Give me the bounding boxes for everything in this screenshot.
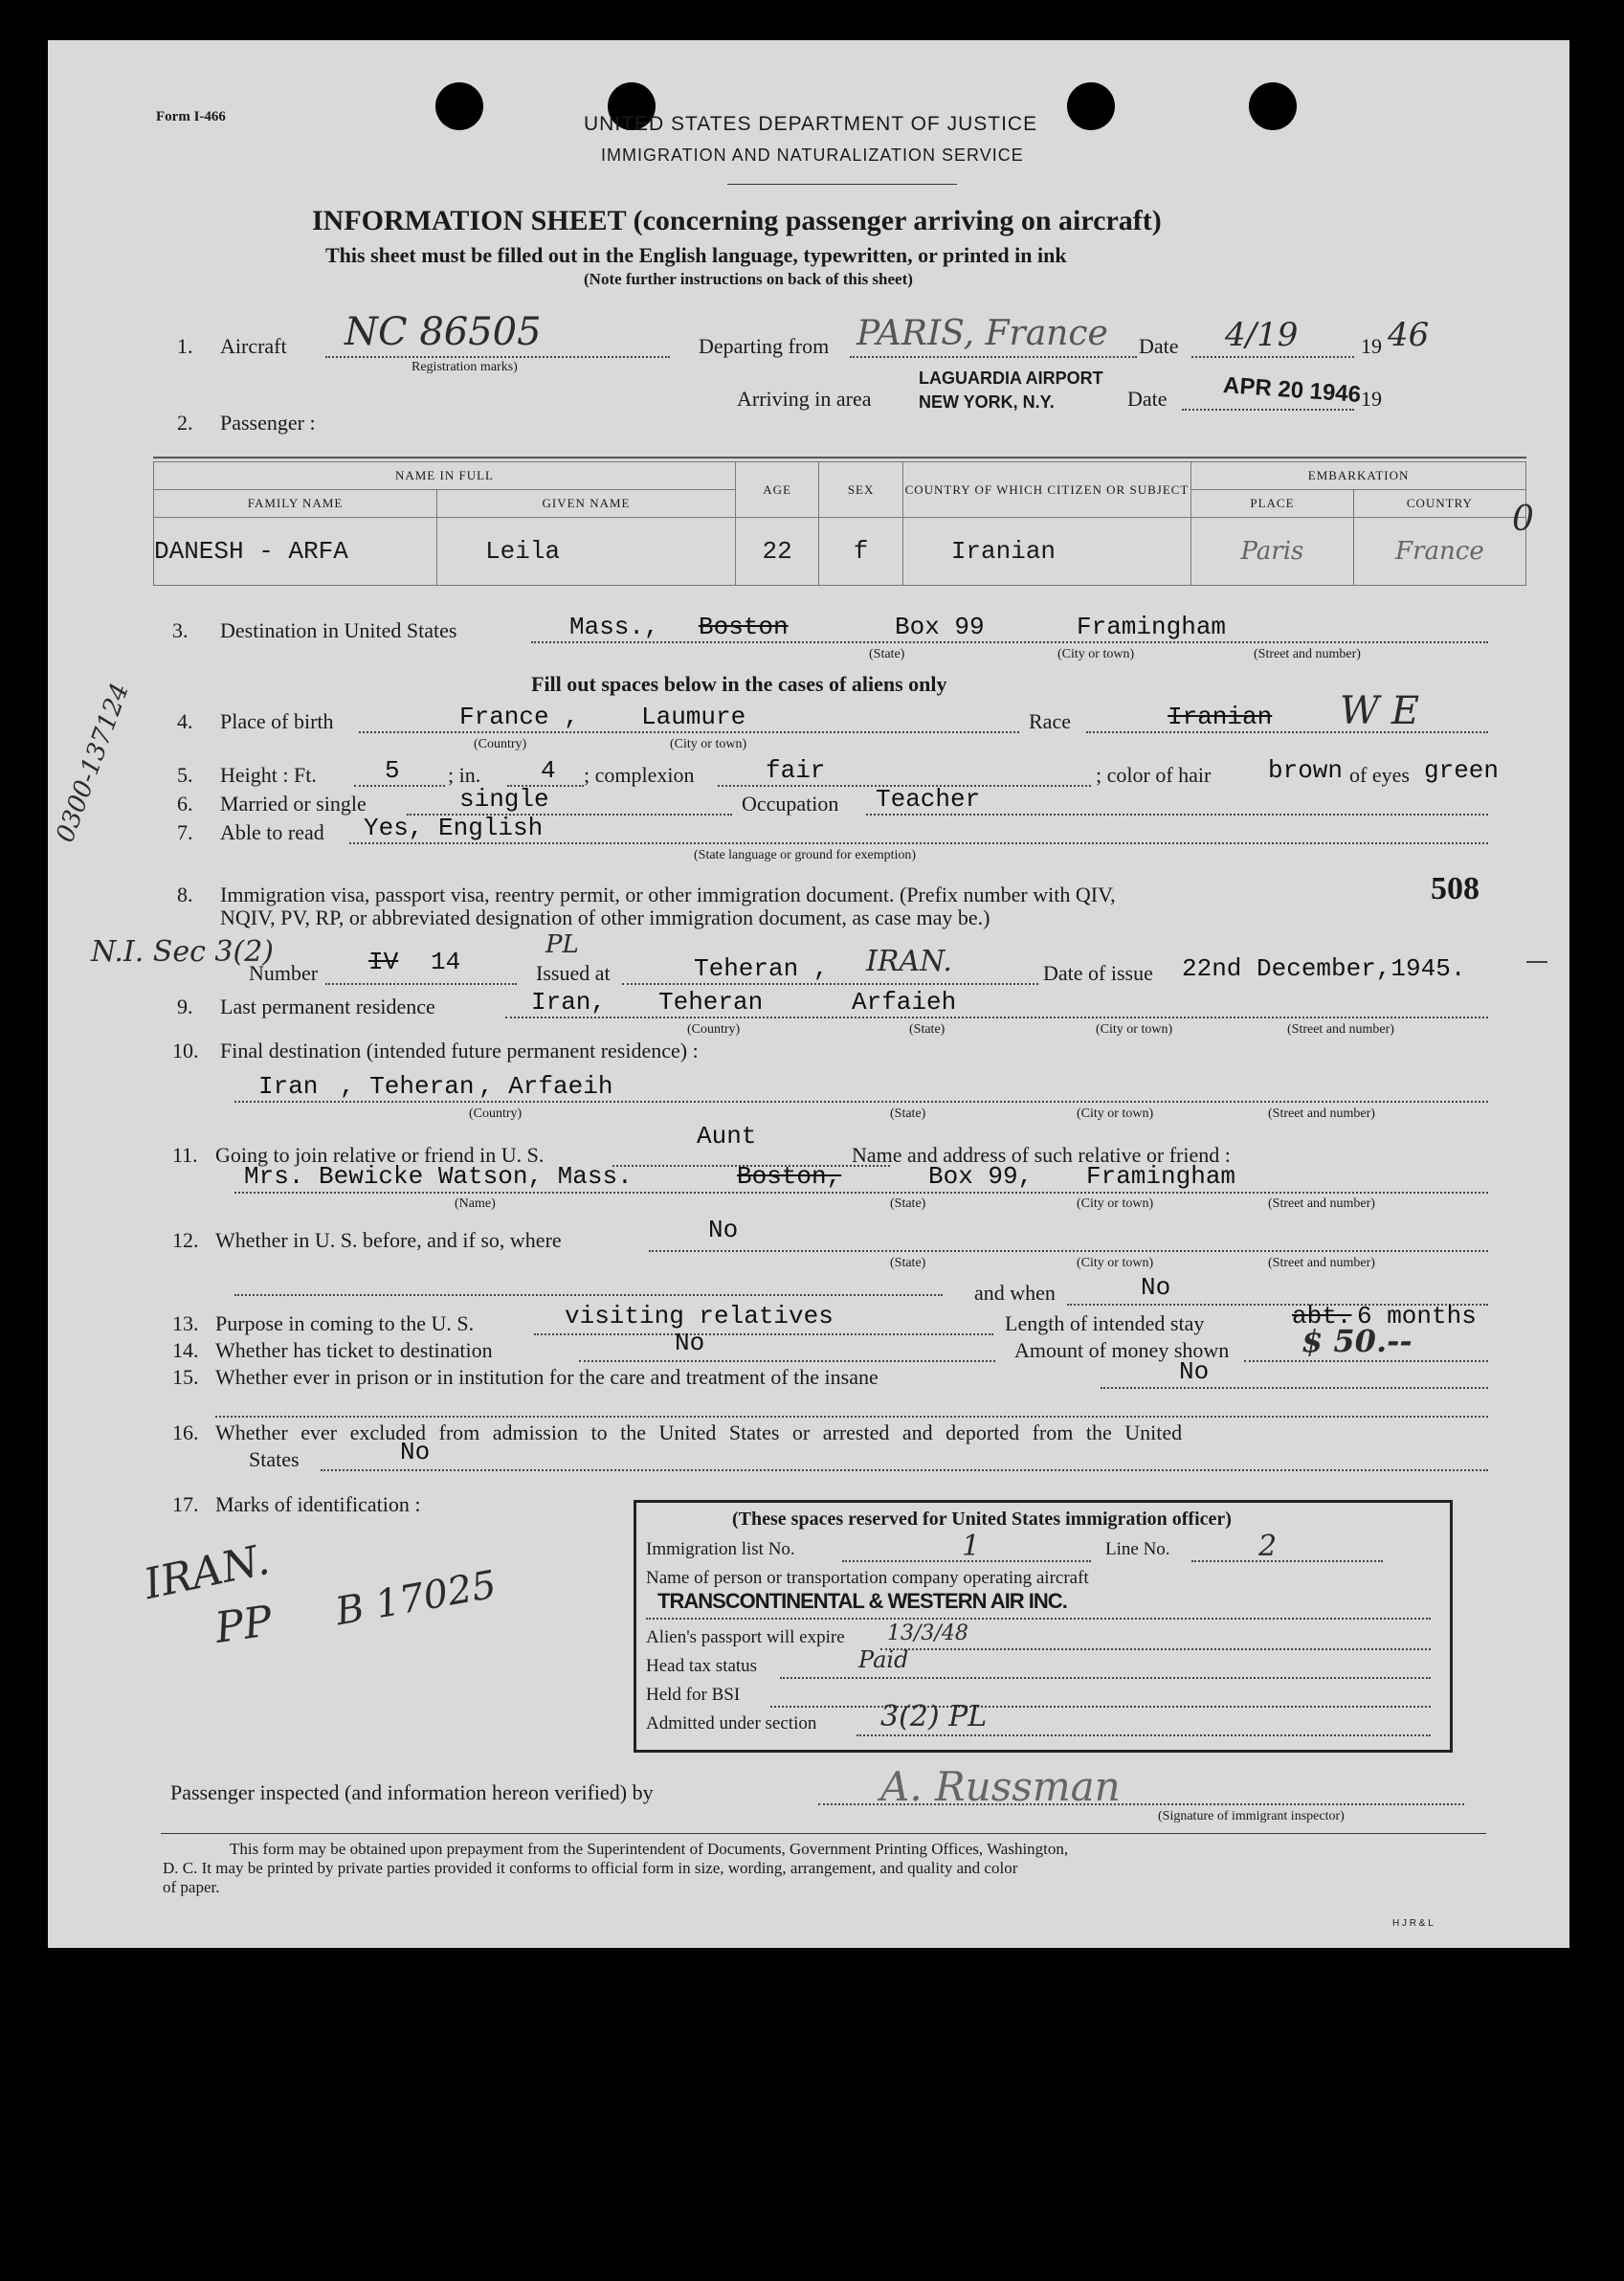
sex-header: SEX (819, 462, 902, 518)
inspector-signature: A. Russman (880, 1763, 1121, 1810)
list-value: 1 (962, 1530, 981, 1563)
passenger-label: Passenger : (220, 411, 316, 435)
marks-hand-2: PP (211, 1597, 276, 1653)
when-label: and when (974, 1281, 1056, 1305)
line-number: 3. (172, 618, 189, 642)
issue-date-value: 22nd December,1945. (1182, 954, 1466, 983)
marks-label: Marks of identification : (215, 1492, 421, 1516)
friend-street: Box 99, (928, 1162, 1034, 1191)
destination-state: Mass., (569, 613, 659, 641)
line-no-label: Line No. (1105, 1539, 1170, 1559)
header-rule (727, 184, 957, 185)
table-row (154, 518, 1526, 586)
line-number: 2. (177, 411, 193, 435)
caption-street: (Street and number) (1287, 1022, 1394, 1037)
year-prefix: 19 (1361, 334, 1382, 358)
issued-value: Teheran , (694, 954, 829, 983)
given-name-cell: Leila (437, 518, 736, 586)
height-in: 4 (541, 756, 556, 785)
country-header: COUNTRY (1353, 490, 1525, 518)
passport-value: 13/3/48 (887, 1621, 968, 1645)
line-number: 16. (172, 1420, 199, 1444)
visa-text-1: Immigration visa, passport visa, reentry permit, or other immigration document. (Prefix number with QIV, (220, 883, 1116, 906)
complexion-label: ; complexion (584, 763, 695, 787)
ticket-value: No (675, 1329, 705, 1357)
line-number: 14. (172, 1338, 199, 1362)
caption-city: (City or town) (1077, 1107, 1154, 1121)
sex-cell: f (819, 518, 902, 586)
final-country: Iran (258, 1072, 319, 1101)
departing-label: Departing from (699, 334, 830, 358)
inspection-label: Passenger inspected (and information hereon verified) by (170, 1780, 654, 1804)
margin-vertical-number: 0300-137124 (51, 680, 135, 846)
caption-city: (City or town) (1096, 1022, 1173, 1037)
line-number: 11. (172, 1143, 198, 1167)
caption-state: (State) (909, 1022, 945, 1037)
friend-name: Mrs. Bewicke Watson, Mass. (244, 1162, 633, 1191)
line-number: 4. (177, 709, 193, 733)
caption-city: (City or town) (670, 737, 747, 751)
country-cell: France (1353, 518, 1525, 586)
line-number: 9. (177, 995, 193, 1018)
footer-text-3: of paper. (163, 1878, 220, 1896)
hair-label: ; color of hair (1096, 763, 1212, 787)
when-value: No (1141, 1273, 1171, 1302)
read-caption: (State language or ground for exemption) (694, 848, 917, 862)
destination-label: Destination in United States (220, 618, 457, 642)
read-label: Able to read (220, 820, 324, 844)
date-label: Date (1139, 334, 1179, 358)
residence-country: Iran, (531, 988, 607, 1017)
residence-label: Last permanent residence (220, 995, 435, 1018)
caption-name: (Name) (455, 1196, 496, 1211)
destination-city: Framingham (1077, 613, 1227, 641)
arriving-value-1: LAGUARDIA AIRPORT (919, 369, 1103, 388)
caption-street: (Street and number) (1268, 1256, 1375, 1270)
line-number: 12. (172, 1228, 199, 1252)
form-sheet (48, 40, 1569, 1948)
hair-value: brown (1268, 756, 1344, 785)
height-ft-label: Height : Ft. (220, 763, 317, 787)
operator-value: TRANSCONTINENTAL & WESTERN AIR INC. (657, 1589, 1067, 1613)
caption-state: (State) (890, 1107, 926, 1121)
excluded-label: Whether ever excluded from admission to the United States or arrested and deported from the United (215, 1420, 1183, 1444)
before-label: Whether in U. S. before, and if so, where (215, 1228, 562, 1252)
passenger-table (153, 461, 1526, 586)
race-label: Race (1029, 709, 1071, 733)
printer-mark: H J R & L (1392, 1918, 1434, 1929)
occupation-value: Teacher (876, 785, 981, 814)
issued-hand: IRAN. (866, 945, 952, 978)
sheet-subtitle: This sheet must be filled out in the English language, typewritten, or printed in ink (325, 243, 1067, 267)
year-value: 46 (1388, 316, 1430, 354)
admitted-value: 3(2) PL (880, 1700, 988, 1733)
ticket-label: Whether has ticket to destination (215, 1338, 493, 1362)
punch-hole (1067, 82, 1115, 130)
sheet-title: INFORMATION SHEET (concerning passenger arriving on aircraft) (312, 205, 1162, 236)
complexion-value: fair (766, 756, 826, 785)
footer-rule (161, 1833, 1486, 1834)
issue-date-label: Date of issue (1043, 961, 1153, 985)
caption-country: (Country) (474, 737, 527, 751)
visa-text-2: NQIV, PV, RP, or abbreviated designation of other immigration document, as case may be.) (220, 906, 990, 929)
residence-city: Arfaieh (852, 988, 957, 1017)
family-name-header: FAMILY NAME (154, 490, 437, 518)
table-top-rule (153, 457, 1526, 458)
age-cell: 22 (735, 518, 818, 586)
final-destination-label: Final destination (intended future permanent residence) : (220, 1039, 699, 1062)
line-number: 17. (172, 1492, 199, 1516)
friend-struck: Boston, (737, 1162, 842, 1191)
caption-country: (Country) (469, 1107, 523, 1121)
officer-box (634, 1500, 1453, 1753)
signature-caption: (Signature of immigrant inspector) (1158, 1809, 1345, 1823)
line-number: 5. (177, 763, 193, 787)
punch-hole (1249, 82, 1297, 130)
list-label: Immigration list No. (646, 1539, 795, 1559)
purpose-label: Purpose in coming to the U. S. (215, 1311, 475, 1335)
excluded-label-2: States (249, 1447, 300, 1471)
form-number: Form I-466 (156, 109, 226, 124)
prison-label: Whether ever in prison or in institution for the care and treatment of the insane (215, 1365, 879, 1389)
line-number: 6. (177, 792, 193, 816)
caption-country: (Country) (687, 1022, 741, 1037)
money-value: $ 50.-- (1301, 1323, 1413, 1359)
service-title: IMMIGRATION AND NATURALIZATION SERVICE (601, 145, 1024, 165)
line-number: 15. (172, 1365, 199, 1389)
line-number: 8. (177, 883, 193, 906)
footer-text-2: D. C. It may be printed by private parties provided it conforms to official form in size, wording, arrangement, and quality and color (163, 1859, 1018, 1877)
final-state: , Teheran (340, 1072, 475, 1101)
embarkation-header: EMBARKATION (1191, 462, 1526, 490)
name-in-full-header: NAME IN FULL (154, 462, 736, 490)
department-title: UNITED STATES DEPARTMENT OF JUSTICE (584, 113, 1038, 135)
caption-state: (State) (869, 647, 905, 661)
line-number: 1. (177, 334, 193, 358)
line-number: 13. (172, 1311, 199, 1335)
race-struck: Iranian (1168, 703, 1273, 731)
margin-ni-note: N.I. Sec 3(2) (91, 935, 275, 969)
punch-hole (435, 82, 483, 130)
read-value: Yes, English (364, 814, 544, 842)
citizen-header: COUNTRY OF WHICH CITIZEN OR SUBJECT (902, 462, 1190, 518)
arrival-date-label: Date (1127, 387, 1168, 411)
married-label: Married or single (220, 792, 367, 816)
residence-state: Teheran (658, 988, 764, 1017)
place-cell: Paris (1191, 518, 1354, 586)
document-number: 508 (1431, 871, 1479, 906)
margin-zero: 0 (1512, 500, 1534, 539)
money-label: Amount of money shown (1014, 1338, 1230, 1362)
caption-street: (Street and number) (1268, 1196, 1375, 1211)
number-hand: PL (545, 930, 579, 959)
sheet-note: (Note further instructions on back of this sheet) (584, 270, 913, 288)
line-no-value: 2 (1258, 1530, 1278, 1563)
before-value: No (708, 1216, 739, 1244)
stay-label: Length of intended stay (1005, 1311, 1205, 1335)
join-label: Going to join relative or friend in U. S. (215, 1143, 545, 1167)
place-header: PLACE (1191, 490, 1354, 518)
footer-text-1: This form may be obtained upon prepayment from the Superintendent of Documents, Government Printing Offices, Washington, (230, 1840, 1069, 1858)
number-struck: IV (368, 948, 399, 976)
married-value: single (459, 785, 549, 814)
caption-city: (City or town) (1077, 1196, 1154, 1211)
line-number: 7. (177, 820, 193, 844)
given-name-header: GIVEN NAME (437, 490, 736, 518)
caption-city: (City or town) (1077, 1256, 1154, 1270)
arrival-year-prefix: 19 (1361, 387, 1382, 411)
age-header: AGE (735, 462, 818, 518)
prison-value: No (1179, 1357, 1210, 1386)
passport-label: Alien's passport will expire (646, 1627, 845, 1647)
aliens-header: Fill out spaces below in the cases of aliens only (531, 672, 947, 696)
height-ft: 5 (385, 756, 400, 785)
caption-city: (City or town) (1057, 647, 1135, 661)
caption-street: (Street and number) (1268, 1107, 1375, 1121)
departing-value: PARIS, France (856, 314, 1108, 353)
caption-street: (Street and number) (1254, 647, 1361, 661)
marks-hand-3: B 17025 (332, 1562, 501, 1635)
marks-hand-1: IRAN. (140, 1534, 274, 1610)
stay-value: 6 months (1357, 1302, 1477, 1331)
birth-city: Laumure (641, 703, 746, 731)
birth-country: France , (459, 703, 579, 731)
family-name-cell: DANESH - ARFA (154, 518, 437, 586)
excluded-value: No (400, 1438, 431, 1466)
friend-city: Framingham (1086, 1162, 1236, 1191)
height-in-label: ; in. (448, 763, 481, 787)
arriving-label: Arriving in area (737, 387, 872, 411)
issued-label: Issued at (536, 961, 611, 985)
eyes-label: of eyes (1349, 763, 1410, 787)
stay-struck: abt. (1292, 1302, 1352, 1331)
headtax-value: Paid (858, 1646, 909, 1673)
destination-street: Box 99 (895, 613, 985, 641)
citizen-cell: Iranian (902, 518, 1190, 586)
occupation-label: Occupation (742, 792, 839, 816)
birthplace-label: Place of birth (220, 709, 334, 733)
arrival-date-stamp: APR 20 1946 (1222, 372, 1362, 408)
join-relation: Aunt (697, 1122, 757, 1151)
final-city: , Arfaeih (478, 1072, 613, 1101)
headtax-label: Head tax status (646, 1656, 758, 1676)
margin-dash (1526, 961, 1547, 963)
registration-caption: Registration marks) (412, 360, 518, 374)
date-value: 4/19 (1225, 316, 1299, 354)
number-label: Number (249, 961, 319, 985)
officer-box-title: (These spaces reserved for United States immigration officer) (732, 1509, 1232, 1530)
purpose-value: visiting relatives (565, 1302, 834, 1331)
join-label-2: Name and address of such relative or friend : (852, 1143, 1231, 1167)
destination-struck: Boston (699, 613, 789, 641)
caption-state: (State) (890, 1256, 926, 1270)
aircraft-label: Aircraft (220, 334, 287, 358)
admitted-label: Admitted under section (646, 1713, 817, 1733)
aircraft-value: NC 86505 (345, 310, 542, 354)
eyes-value: green (1424, 756, 1500, 785)
number-value: 14 (431, 948, 461, 976)
race-value: W E (1340, 689, 1420, 733)
line-number: 10. (172, 1039, 199, 1062)
caption-state: (State) (890, 1196, 926, 1211)
bsi-label: Held for BSI (646, 1685, 741, 1705)
arriving-value-2: NEW YORK, N.Y. (919, 392, 1055, 412)
operator-label: Name of person or transportation company operating aircraft (646, 1568, 1089, 1588)
